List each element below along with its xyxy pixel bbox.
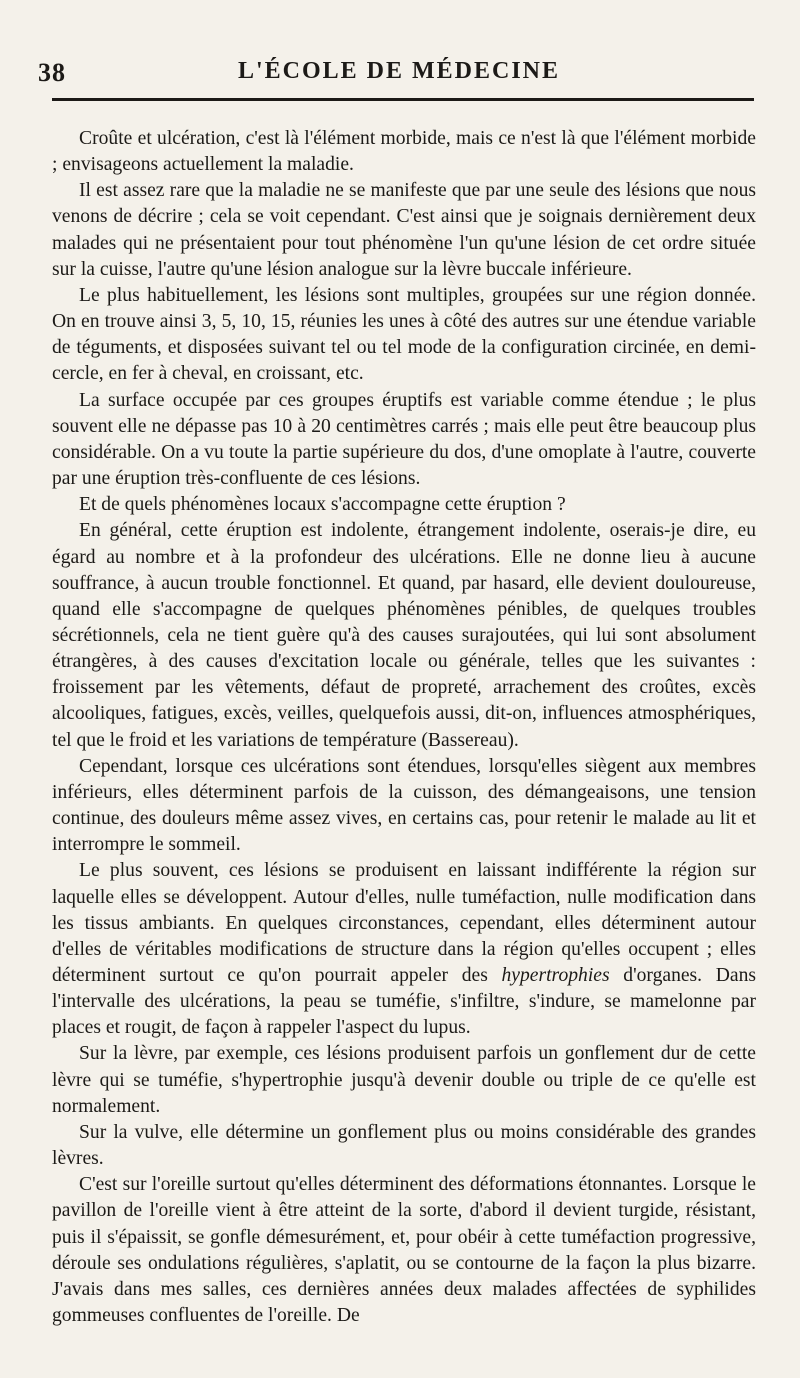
paragraph-10: Sur la vulve, elle détermine un gonflement plus ou moins considérable des grandes lèvres.	[52, 1121, 756, 1170]
paragraph-11: C'est sur l'oreille surtout qu'elles déterminent des déformations étonnantes. Lorsque le pavillon de l'oreille vient à être atteint de la sorte, d'abord il devient turgide, résistant, puis il s'épaissit, se gonfle démesurément, et, pour obéir à cette tuméfaction progressive, déroule ses ondulations régulières, s'aplatit, ou se contourne de la façon la plus bizarre. J'avais dans mes salles, ces dernières années deux malades affectées de syphilides gommeuses confluentes de l'oreille. De	[52, 1174, 756, 1327]
paragraph-1: Croûte et ulcération, c'est là l'élément morbide, mais ce n'est là que l'élément morbide ; envisageons actuellement la maladie.	[52, 128, 756, 176]
paragraph-8-end: d'organes. Dans l'intervalle des ulcérations, la peau se tuméfie, s'infiltre, s'indure, se mamelonne par places et rougit, de façon à rappeler l'aspect du lupus.	[52, 965, 757, 1039]
paragraph-6: En général, cette éruption est indolente, étrangement indolente, oserais-je dire, eu égard au nombre et à la profondeur des ulcérations. Elle ne donne lieu à aucune souffrance, à aucun trouble fonctionnel. Et quand, par hasard, elle devient douloureuse, quand elle s'accompagne de quelques phénomènes pénibles, de quelques troubles sécrétionnels, cela ne tient guère qu'à des causes surajoutées, qui lui sont absolument étrangères, à des causes d'excitation locale ou générale, telles que les suivantes : froissement par les vêtements, défaut de propreté, arrachement des croûtes, excès alcooliques, fatigues, excès, veilles, quelquefois aussi, dit-on, influences atmosphériques, tel que le froid et les variations de température (Bassereau).	[52, 520, 756, 751]
paragraph-3: Le plus habituellement, les lésions sont multiples, groupées sur une région donnée. On en trouve ainsi 3, 5, 10, 15, réunies les unes à côté des autres sur une étendue variable de téguments, et disposées suivant tel ou tel mode de la configuration circinée, en demi-cercle, en fer à cheval, en croissant, etc.	[52, 284, 756, 385]
running-title: L'ÉCOLE DE MÉDECINE	[237, 58, 561, 84]
page-number: 38	[38, 58, 66, 87]
paragraph-4: La surface occupée par ces groupes éruptifs est variable comme étendue ; le plus souvent elle ne dépasse pas 10 à 20 centimètres carrés ; mais elle peut être beaucoup plus considérable. On a vu toute la partie supérieure du dos, d'une omoplate à l'autre, couverte par une éruption très-confluente de ces lésions.	[52, 389, 756, 490]
paragraph-5: Et de quels phénomènes locaux s'accompagne cette éruption ?	[79, 494, 566, 516]
body-text	[52, 126, 756, 1329]
paragraph-7: Cependant, lorsque ces ulcérations sont étendues, lorsqu'elles siègent aux membres inférieurs, elles déterminent parfois de la cuisson, des démangeaisons, une tension continue, des douleurs même assez vives, en certains cas, pour retenir le malade au lit et interrompre le sommeil.	[52, 755, 756, 856]
paragraph-2: Il est assez rare que la maladie ne se manifeste que par une seule des lésions que nous venons de décrire ; cela se voit cependant. C'est ainsi que je soignais dernièrement deux malades qui ne présentaient pour tout phénomène l'un qu'une lésion de cet ordre située sur la cuisse, l'autre qu'une lésion analogue sur la lèvre buccale inférieure.	[52, 180, 756, 280]
paragraph-9: Sur la lèvre, par exemple, ces lésions produisent parfois un gonflement dur de cette lèvre qui se tuméfie, s'hypertrophie jusqu'à devenir double ou triple de ce qu'elle est normalement.	[52, 1043, 756, 1117]
header-rule	[52, 98, 754, 101]
running-head	[38, 52, 760, 92]
paragraph-8	[52, 858, 756, 1041]
paragraph-8-start: Le plus souvent, ces lésions se produisent en laissant indifférente la région sur laquelle elles se développent. Autour d'elles, nulle tuméfaction, nulle modification dans les tissus ambiants. En quelques circonstances, cependant, elles déterminent autour d'elles de véritables modifications de structure dans la région qu'elles occupent ; elles déterminent surtout ce qu'on pourrait appeler des	[52, 860, 756, 986]
italic-term: hypertrophies	[501, 965, 610, 986]
